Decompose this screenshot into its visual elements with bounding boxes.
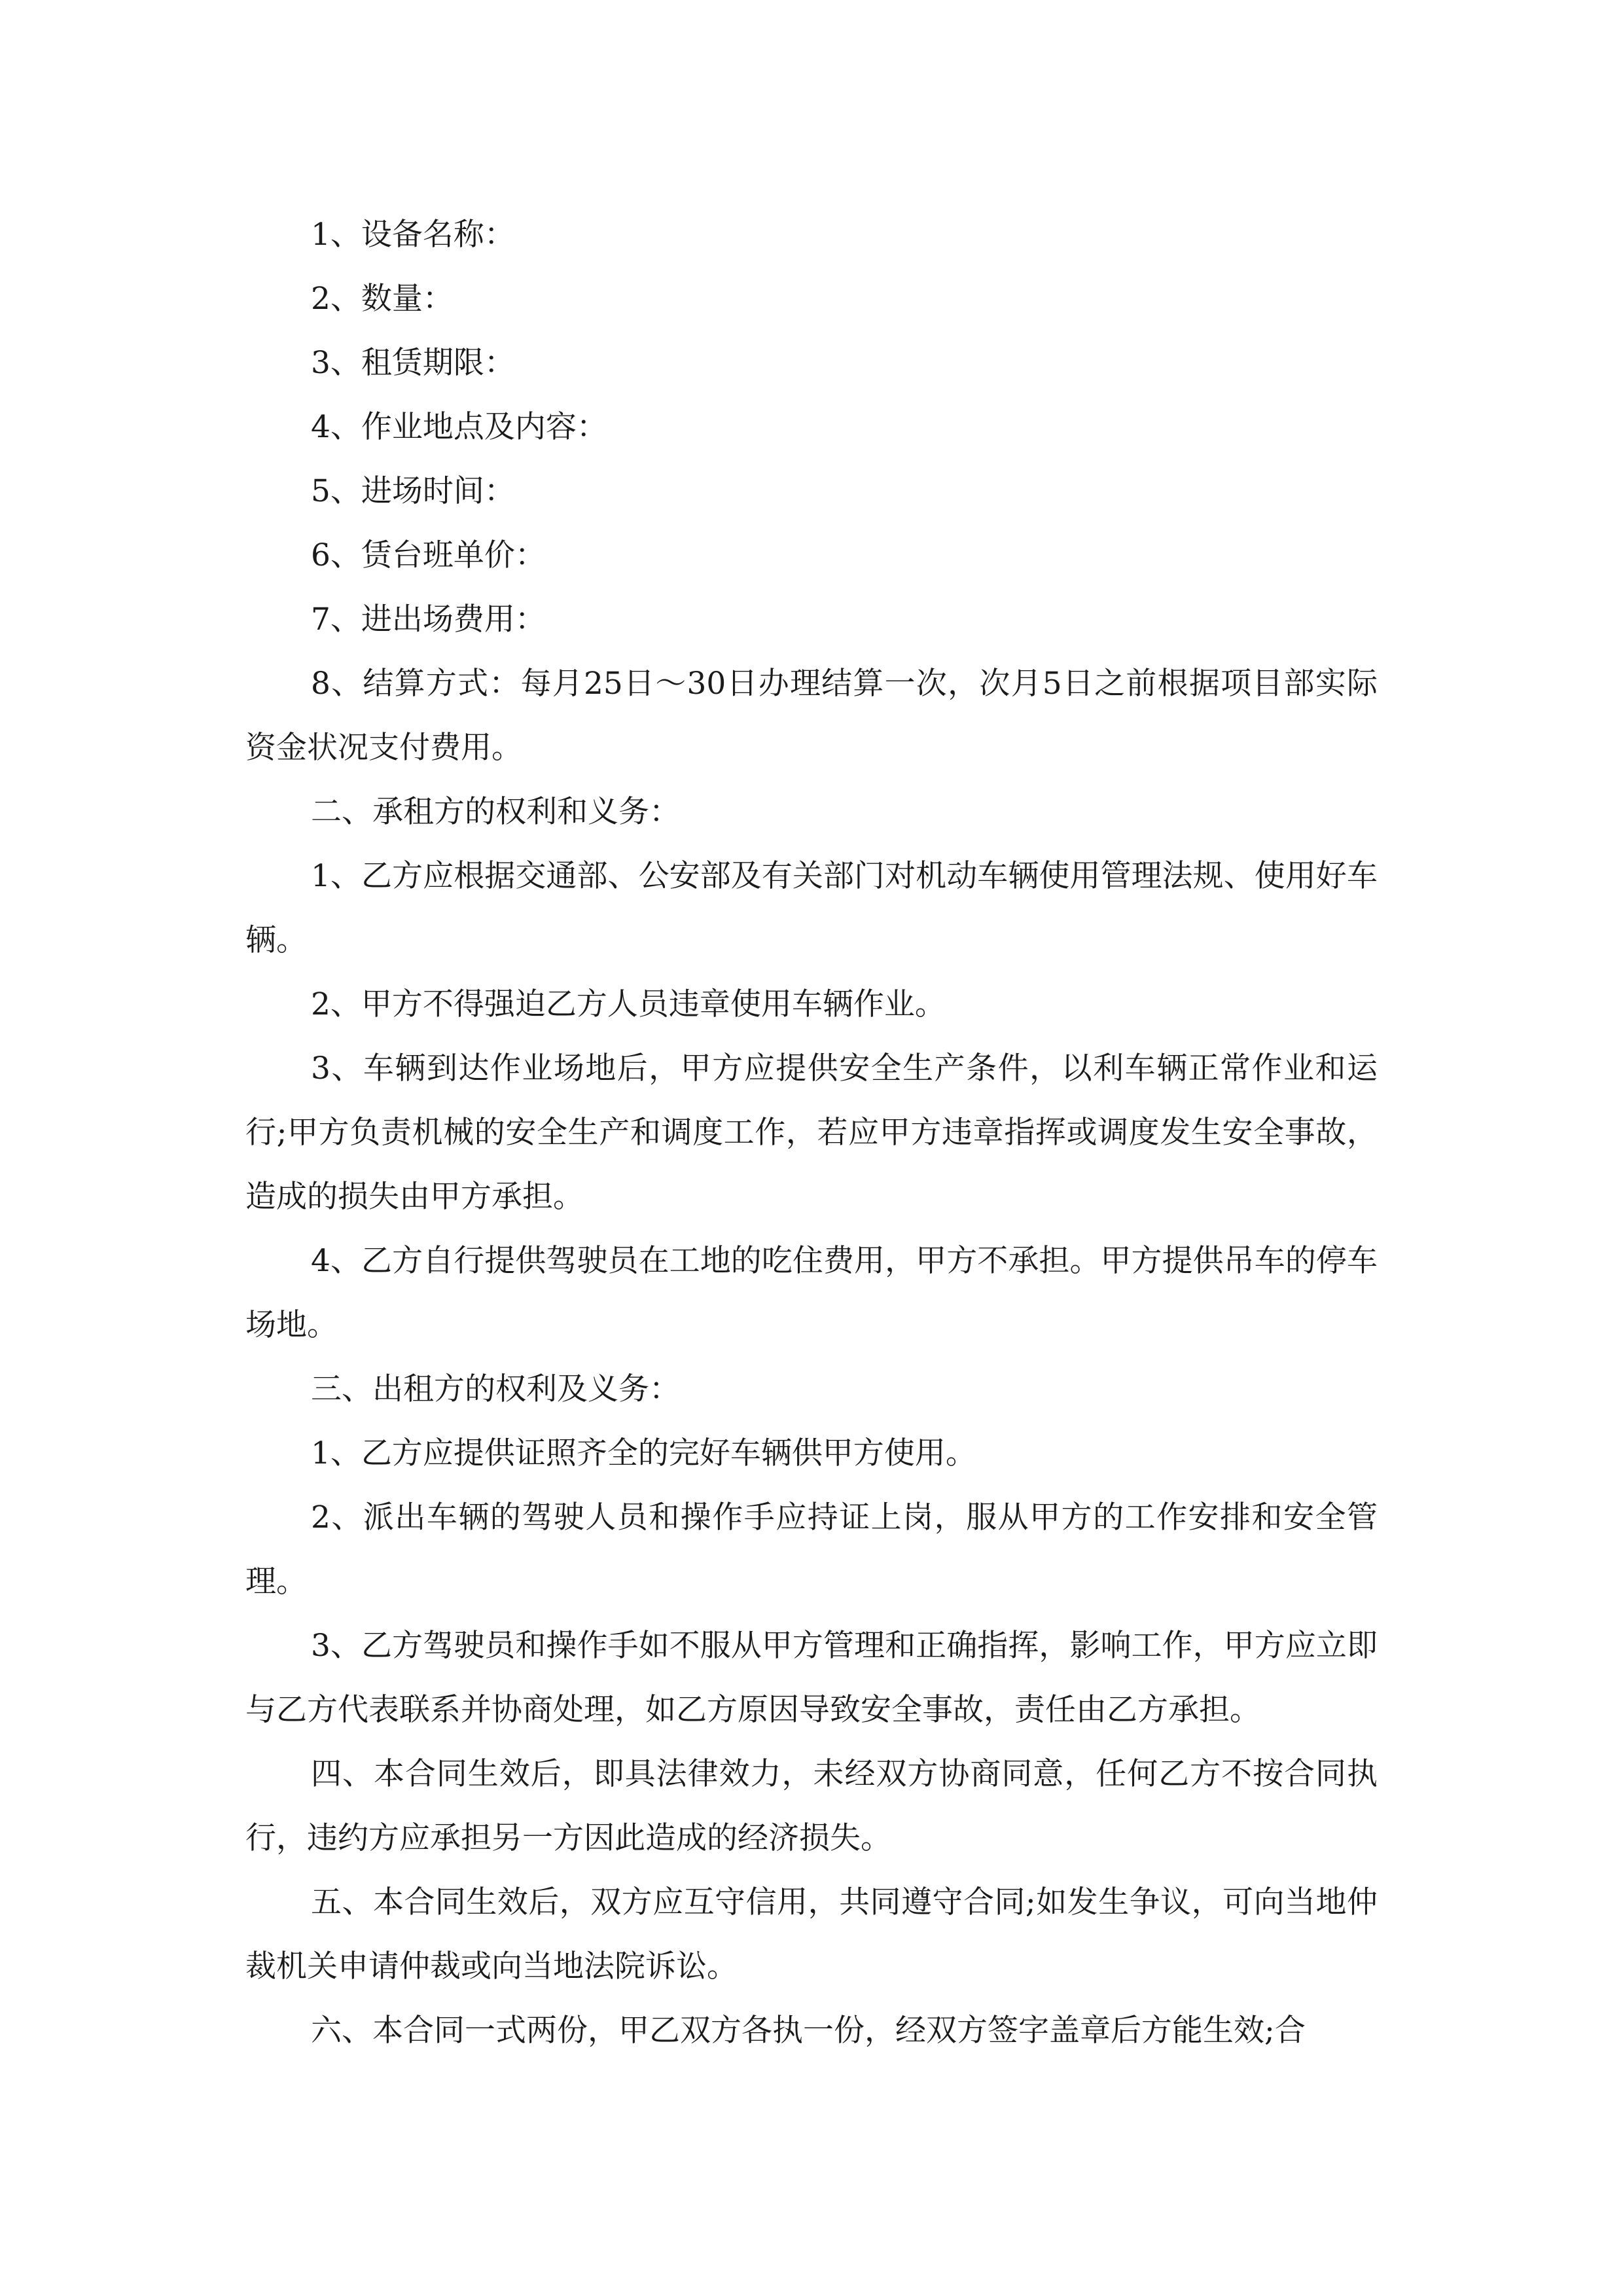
- item-unit-price: 6、赁台班单价：: [311, 537, 546, 573]
- lessee-clause-3: 3、车辆到达作业场地后，甲方应提供安全生产条件，以利车辆正常作业和运行;甲方负责机械的安全生产和调度工作，若应甲方违章指挥或调度发生安全事故，造成的损失由甲方承担。: [245, 1050, 1378, 1215]
- section-lessor-rights-heading: 三、出租方的权利及义务：: [311, 1371, 680, 1407]
- section-five-clause: 五、本合同生效后，双方应互守信用，共同遵守合同;如发生争议，可向当地仲裁机关申请仲裁或向当地法院诉讼。: [245, 1884, 1378, 1984]
- item-lease-term: 3、租赁期限：: [311, 345, 515, 381]
- document-body: [245, 203, 1378, 2063]
- item-work-location: 4、作业地点及内容：: [311, 409, 607, 445]
- section-six-clause: 六、本合同一式两份，甲乙双方各执一份，经双方签字盖章后方能生效;合: [311, 2013, 1306, 2049]
- section-lessee-rights-heading: 二、承租方的权利和义务：: [311, 794, 680, 830]
- lessee-clause-4: 4、乙方自行提供驾驶员在工地的吃住费用，甲方不承担。甲方提供吊车的停车场地。: [245, 1243, 1378, 1343]
- item-equipment-name: 1、设备名称：: [311, 217, 515, 253]
- item-entry-time: 5、进场时间：: [311, 473, 515, 509]
- item-settlement-method: 8、结算方式：每月25日～30日办理结算一次，次月5日之前根据项目部实际资金状况支付费用。: [245, 666, 1378, 766]
- item-entry-exit-fee: 7、进出场费用：: [311, 601, 546, 637]
- lessor-clause-3: 3、乙方驾驶员和操作手如不服从甲方管理和正确指挥，影响工作，甲方应立即与乙方代表联系并协商处理，如乙方原因导致安全事故，责任由乙方承担。: [245, 1628, 1378, 1728]
- item-quantity: 2、数量：: [311, 281, 454, 317]
- lessee-clause-1: 1、乙方应根据交通部、公安部及有关部门对机动车辆使用管理法规、使用好车辆。: [245, 858, 1378, 958]
- section-four-clause: 四、本合同生效后，即具法律效力，未经双方协商同意，任何乙方不按合同执行，违约方应承担另一方因此造成的经济损失。: [245, 1756, 1378, 1856]
- lessee-clause-2: 2、甲方不得强迫乙方人员违章使用车辆作业。: [311, 986, 946, 1022]
- lessor-clause-1: 1、乙方应提供证照齐全的完好车辆供甲方使用。: [311, 1435, 976, 1471]
- lessor-clause-2: 2、派出车辆的驾驶人员和操作手应持证上岗，服从甲方的工作安排和安全管理。: [245, 1499, 1378, 1600]
